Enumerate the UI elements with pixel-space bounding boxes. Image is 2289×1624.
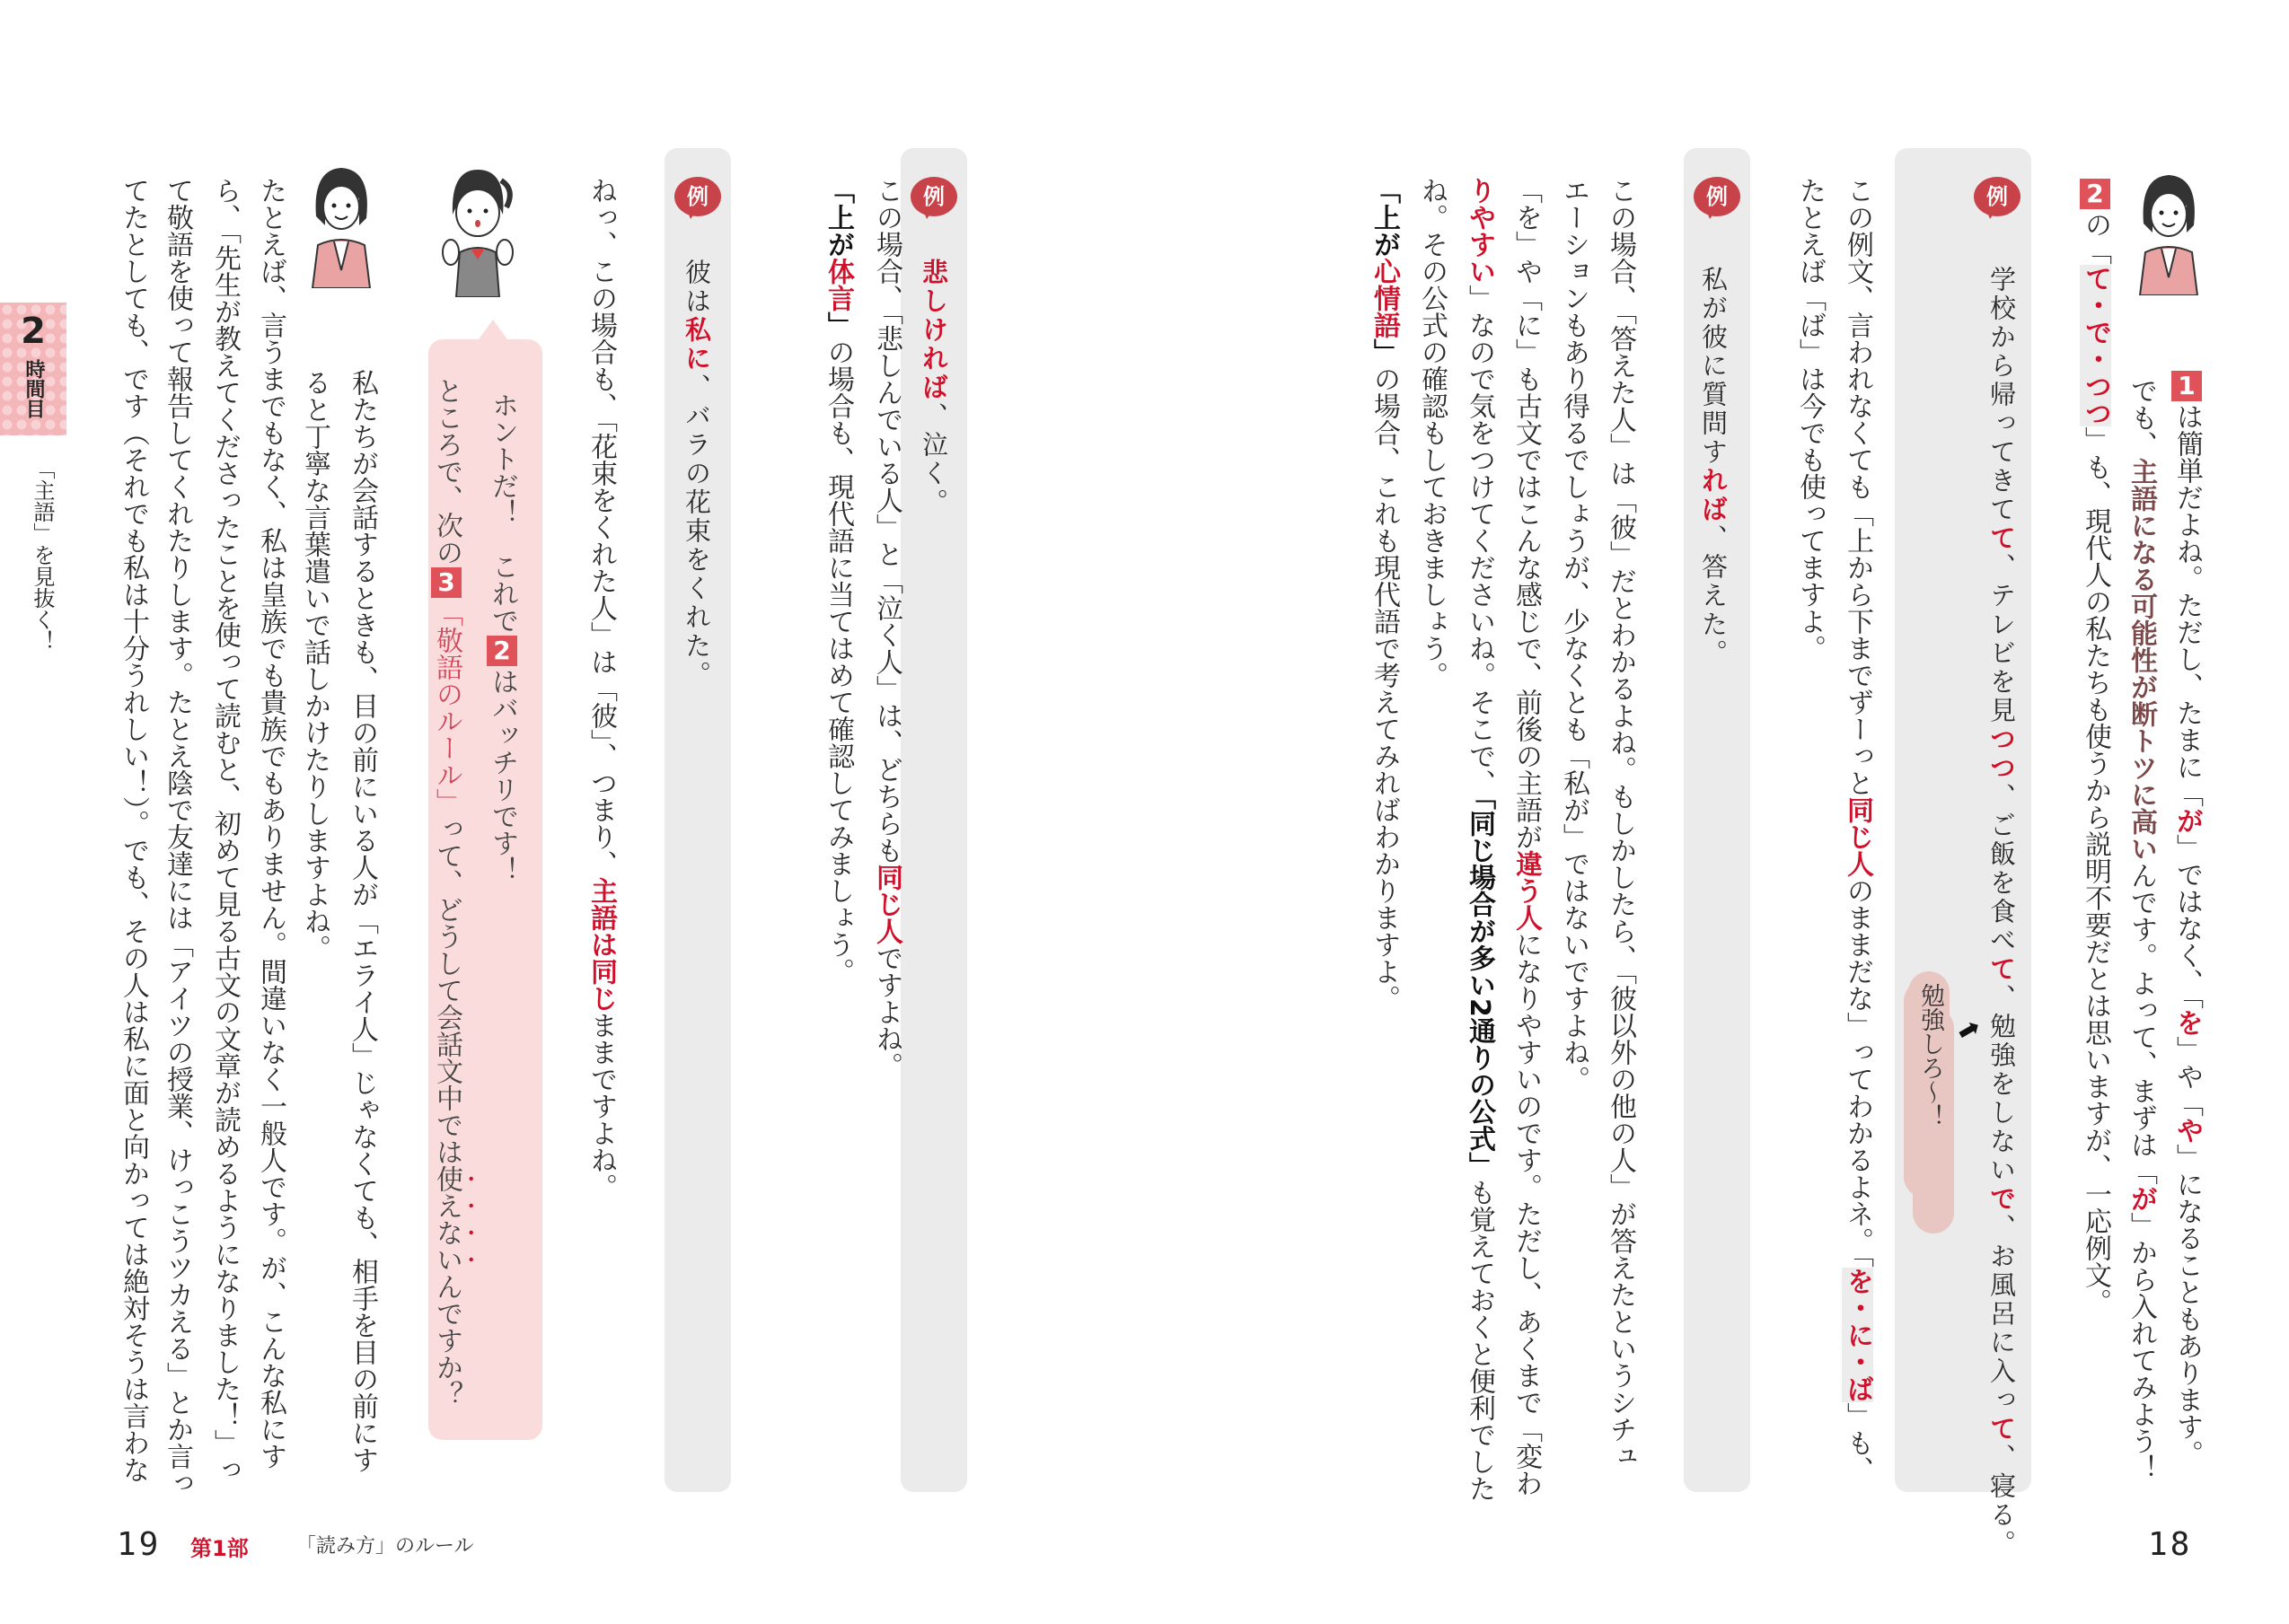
text-segment: ら、「先生が教えてくださったことを使って読むと、初めて見る古文の文章が読めるようになりました！」っ [209,177,241,1483]
text-segment: たとえば「ば」は今でも使ってますよ。 [1794,177,1826,662]
text-segment: ところで、次の [431,377,462,566]
highlighted-text: 体言 [823,258,854,312]
example-badge: 例 [1694,177,1740,216]
text-segment: 、テレビを見 [1986,553,2017,725]
highlighted-text: や [2171,1117,2203,1144]
highlighted-text: 「同じ場合が多い2通りの公式」 [1464,796,1495,1179]
text-segment: 、バラの花束をくれた。 [682,373,712,689]
example-sentence [1984,266,2020,1558]
highlighted-text: 主語になる可能性が断トツに高い [2126,458,2157,862]
text-column [1792,177,1827,662]
chapter-title: 「主語」を見抜く！ [30,458,55,652]
text-segment: んです。よって、まずは「 [2126,862,2157,1185]
highlighted-text: 同じ人 [1842,796,1873,877]
highlighted-text: て [1986,955,2017,984]
text-segment: 」ではなく、「 [2171,834,2203,1009]
text-column [868,177,904,1079]
text-segment: って、どうして会話文中では [431,815,462,1165]
text-segment: この場合、「答えた人」は「彼」だとわかるよね。もしかしたら、「彼以外の他の人」が答えたというシチュ [1605,177,1636,1470]
highlighted-text: て [1986,1415,2017,1444]
text-column [2169,369,2205,1467]
text-segment: てたとしても、です（それでも私は十分うれしい！）。でも、その人は私に面と向かっては絶対そうは言わな [118,177,149,1483]
text-segment: エーションもあり得るでしょうが、少なくとも「私が」ではないですよね。 [1558,177,1589,1093]
text-segment: 、答えた。 [1698,524,1729,668]
chapter-tab-number: 2 [21,311,46,352]
number-box: 1 [2171,371,2202,401]
highlighted-text: つつ [1986,725,2017,783]
text-segment: のままだな」ってわかるよネ。「 [1842,877,1873,1268]
section-title: 「読み方」のルール [296,1535,474,1558]
text-segment: の「 [2080,211,2111,265]
highlighted-text: 同じ人 [871,864,902,944]
highlighted-text: 「敬語のルール」 [431,600,462,815]
text-segment: になりやすいのです。ただし、あくまで「変わ [1510,931,1542,1497]
text-segment: も覚えておくと便利でした [1464,1178,1495,1502]
text-column [820,177,856,985]
number-box: 3 [431,567,462,598]
callout-text: 勉強しろ〜！ [1916,983,1944,1128]
teacher-avatar-icon [307,162,375,292]
highlighted-text: 」 [1369,338,1400,365]
text-column [115,177,151,1483]
highlighted-text: れば [1698,467,1729,524]
text-column [1413,177,1449,689]
highlighted-text: て [1986,524,2017,553]
text-column [1839,177,1875,1483]
example-badge: 例 [911,177,957,216]
example-badge: 例 [1974,177,2020,216]
highlighted-text: を [2171,1009,2203,1036]
text-segment: ね。その公式の確認もしておきましょう。 [1416,177,1448,689]
text-segment: ねっ、この場合も、「花束をくれた人」は「彼」、つまり、 [585,177,617,877]
text-segment: 私たちが会話するときも、目の前にいる人が「エライ人」じゃなくても、相手を目の前にす [347,369,378,1473]
number-box: 2 [2080,179,2110,209]
text-segment: ホントだ！ これで [487,391,518,634]
highlighted-text: 「上が [823,177,854,258]
text-column [296,369,332,961]
text-segment: ですよね。 [871,944,902,1079]
teacher-avatar-icon [2135,170,2203,299]
text-segment: 、泣く。 [919,402,949,517]
text-segment: 」も、現代人の私たちも使うから説明不要だとは思いますが、一応例文。 [2080,426,2111,1315]
chapter-tab-label: 時間目 [22,359,45,418]
text-column [344,369,380,1473]
text-segment: たとえば、言うまでもなく、私は皇族でも貴族でもありません。間違いなく一般人です。が、こんな私にす [255,177,286,1470]
text-segment: 」から入れてみよう！ [2126,1212,2157,1481]
text-segment: 、お風呂に入っ [1986,1214,2017,1415]
text-column [1366,177,1402,1012]
text-segment: て敬語を使って報告してくれたりします。たとえ陰で友達には「アイツの授業、けっこうツカえる」とか言っ [162,177,193,1497]
highlighted-text: が [2126,1185,2157,1212]
text-segment: 、勉強をしない [1986,984,2017,1185]
text-segment: 」も、 [1842,1402,1873,1483]
highlighted-text: 主語は同じ [585,877,617,1012]
highlighted-text: を・に・ば [1842,1268,1873,1402]
text-column [2123,377,2159,1481]
example-badge: 例 [674,177,721,216]
arrow-icon: ➡ [1950,1011,1987,1049]
text-segment: の場合も、現代語に当てはめて確認してみましょう。 [823,338,854,985]
example-sentence [1695,266,1731,668]
text-segment: 彼は [682,259,712,316]
text-column [2077,177,2113,1315]
text-segment: の場合、これも現代語で考えてみればわかりますよ。 [1369,365,1400,1012]
example-sentence [916,259,952,517]
text-column [1461,177,1497,1502]
text-segment: 、ご飯を食べ [1986,783,2017,955]
highlighted-text: で [1986,1185,2017,1214]
part-label: 第1部 [190,1536,249,1561]
highlighted-text: 使えない [431,1165,462,1273]
highlighted-text: 違う人 [1510,850,1542,931]
highlighted-text: 」 [823,312,854,338]
text-column [159,177,195,1497]
text-segment: 」になることもあります。 [2171,1144,2203,1467]
highlighted-text: 悲しければ [919,259,949,402]
text-column [1602,177,1638,1470]
student-avatar-icon [440,162,515,301]
text-segment: ままですよね。 [585,1012,617,1200]
text-segment: でも、 [2126,377,2157,458]
speech-bubble-line [484,391,520,883]
example-sentence [679,259,715,689]
highlighted-text: 心情語 [1369,258,1400,338]
text-column [583,177,619,1200]
text-column [207,177,242,1483]
speech-bubble-line [431,377,479,1408]
text-segment: ると丁寧な言葉遣いで話しかけたりしますよね。 [299,369,330,961]
text-segment: この場合、「悲しんでいる人」と「泣く人」は、どちらも [871,177,902,864]
page-number-left: 19 [117,1526,162,1563]
text-column [1508,177,1544,1497]
highlighted-text: りやすい [1464,177,1495,285]
highlighted-text: が [2171,807,2203,834]
highlighted-text: 私に [682,316,712,373]
highlighted-text: て・で・つつ [2080,265,2111,426]
page-number-right: 18 [2148,1526,2193,1563]
text-segment: この例文、言われなくても「上から下までずーっと [1842,177,1873,796]
text-segment: は簡単だよね。ただし、たまに「 [2171,403,2203,807]
text-segment: 」や「 [2171,1036,2203,1117]
text-segment: はバッチリです！ [487,668,518,883]
text-segment: 」なので気をつけてくださいね。そこで、 [1464,285,1495,796]
text-segment: 学校から帰ってきて [1986,266,2017,524]
text-column [252,177,288,1470]
text-segment: 「を」や「に」も古文ではこんな感じで、前後の主語が [1510,177,1542,850]
text-segment: 、寝る。 [1986,1444,2017,1558]
number-box: 2 [487,636,517,666]
text-column [1555,177,1591,1093]
highlighted-text: 「上が [1369,177,1400,258]
text-segment: 私が彼に質問す [1698,266,1729,467]
text-segment: んですか？ [431,1273,462,1408]
